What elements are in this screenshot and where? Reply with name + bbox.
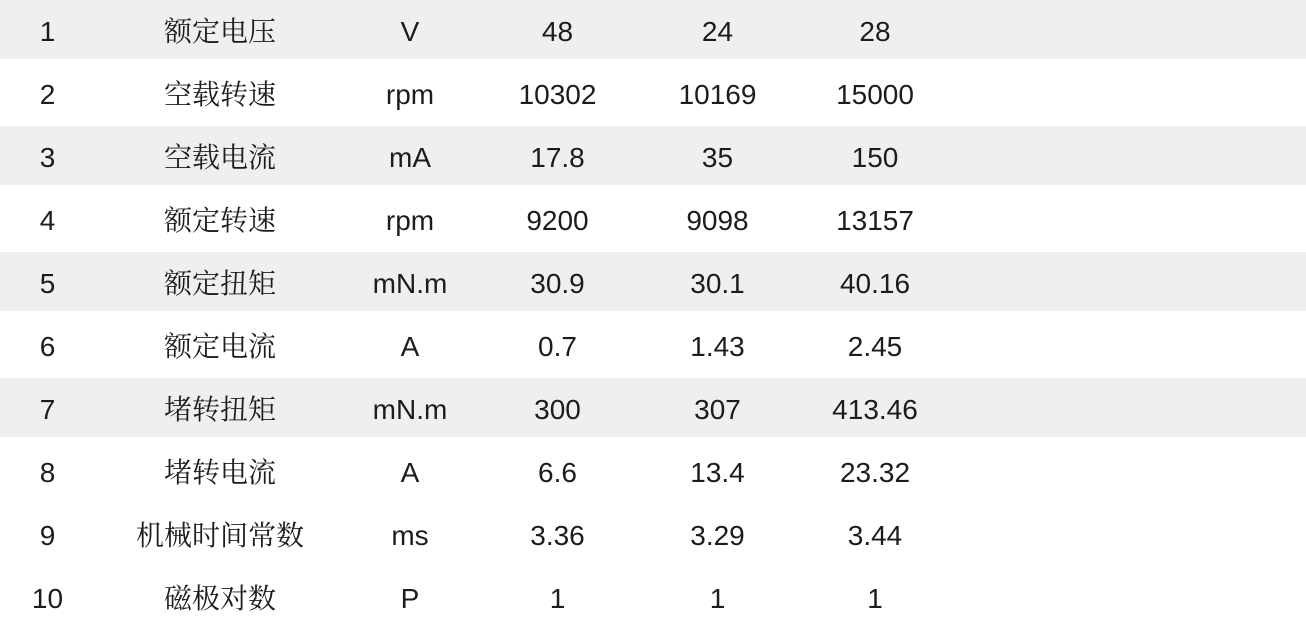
parameter-name-cell: 空载电流 [163,142,276,173]
value-col2-cell: 30.1 [690,268,745,299]
unit-cell: V [400,16,420,47]
parameter-name-cell: 机械时间常数 [135,520,304,551]
value-col3-cell: 1 [867,583,883,614]
value-col1-cell: 9200 [526,205,589,236]
value-col2-cell: 35 [701,142,734,173]
unit-cell: mA [389,142,431,173]
table-row [0,504,1306,567]
value-col1-cell: 0.7 [538,331,577,362]
value-col3-cell: 13157 [836,205,914,236]
row-number-cell: 4 [39,205,56,236]
table-row [0,378,1306,441]
unit-cell: ms [391,520,429,551]
value-col1-cell: 48 [541,16,574,47]
value-col1-cell: 30.9 [530,268,585,299]
value-col1-cell: 6.6 [538,457,577,488]
value-col3-cell: 23.32 [839,457,911,488]
unit-cell: mN.m [372,268,448,299]
value-col3-cell: 2.45 [847,331,903,362]
row-number-cell: 9 [39,520,56,551]
row-number-cell: 7 [39,394,56,425]
row-number-cell: 8 [39,457,56,488]
value-col3-cell: 28 [859,16,891,47]
parameter-name-cell: 额定电流 [163,331,276,362]
unit-cell: rpm [385,205,435,236]
value-col2-cell: 1 [709,583,726,614]
table-row [0,63,1306,126]
table-row [0,126,1306,189]
row-number-cell: 10 [31,583,64,614]
row-number-cell: 1 [39,16,56,47]
table-row [0,567,1306,630]
value-col2-cell: 24 [701,16,734,47]
parameter-name-cell: 堵转扭矩 [163,394,276,425]
parameter-name-cell: 空载转速 [163,79,276,110]
table-row [0,441,1306,504]
value-col3-cell: 40.16 [839,268,911,299]
row-number-cell: 6 [39,331,56,362]
unit-cell: mN.m [372,394,448,425]
value-col1-cell: 1 [549,583,566,614]
value-col2-cell: 1.43 [690,331,745,362]
value-col1-cell: 3.36 [530,520,585,551]
parameter-name-cell: 堵转电流 [163,457,276,488]
unit-cell: rpm [385,79,435,110]
value-col3-cell: 15000 [836,79,914,110]
table-row [0,315,1306,378]
value-col2-cell: 3.29 [690,520,745,551]
parameter-name-cell: 额定扭矩 [163,268,276,299]
table-row [0,189,1306,252]
table-row [0,252,1306,315]
value-col2-cell: 307 [694,394,741,425]
value-col3-cell: 3.44 [847,520,903,551]
row-number-cell: 3 [39,142,56,173]
value-col2-cell: 13.4 [690,457,745,488]
value-col1-cell: 17.8 [530,142,585,173]
value-col2-cell: 9098 [686,205,749,236]
parameter-name-cell: 额定电压 [163,16,276,47]
value-col1-cell: 10302 [518,79,597,110]
unit-cell: A [400,457,420,488]
value-col2-cell: 10169 [678,79,757,110]
table-row [0,0,1306,63]
parameter-name-cell: 额定转速 [163,205,276,236]
value-col3-cell: 413.46 [832,394,918,425]
unit-cell: P [400,583,420,614]
row-number-cell: 2 [39,79,56,110]
value-col1-cell: 300 [534,394,581,425]
value-col3-cell: 150 [851,142,899,173]
parameter-name-cell: 磁极对数 [163,583,276,614]
unit-cell: A [400,331,420,362]
row-number-cell: 5 [39,268,56,299]
